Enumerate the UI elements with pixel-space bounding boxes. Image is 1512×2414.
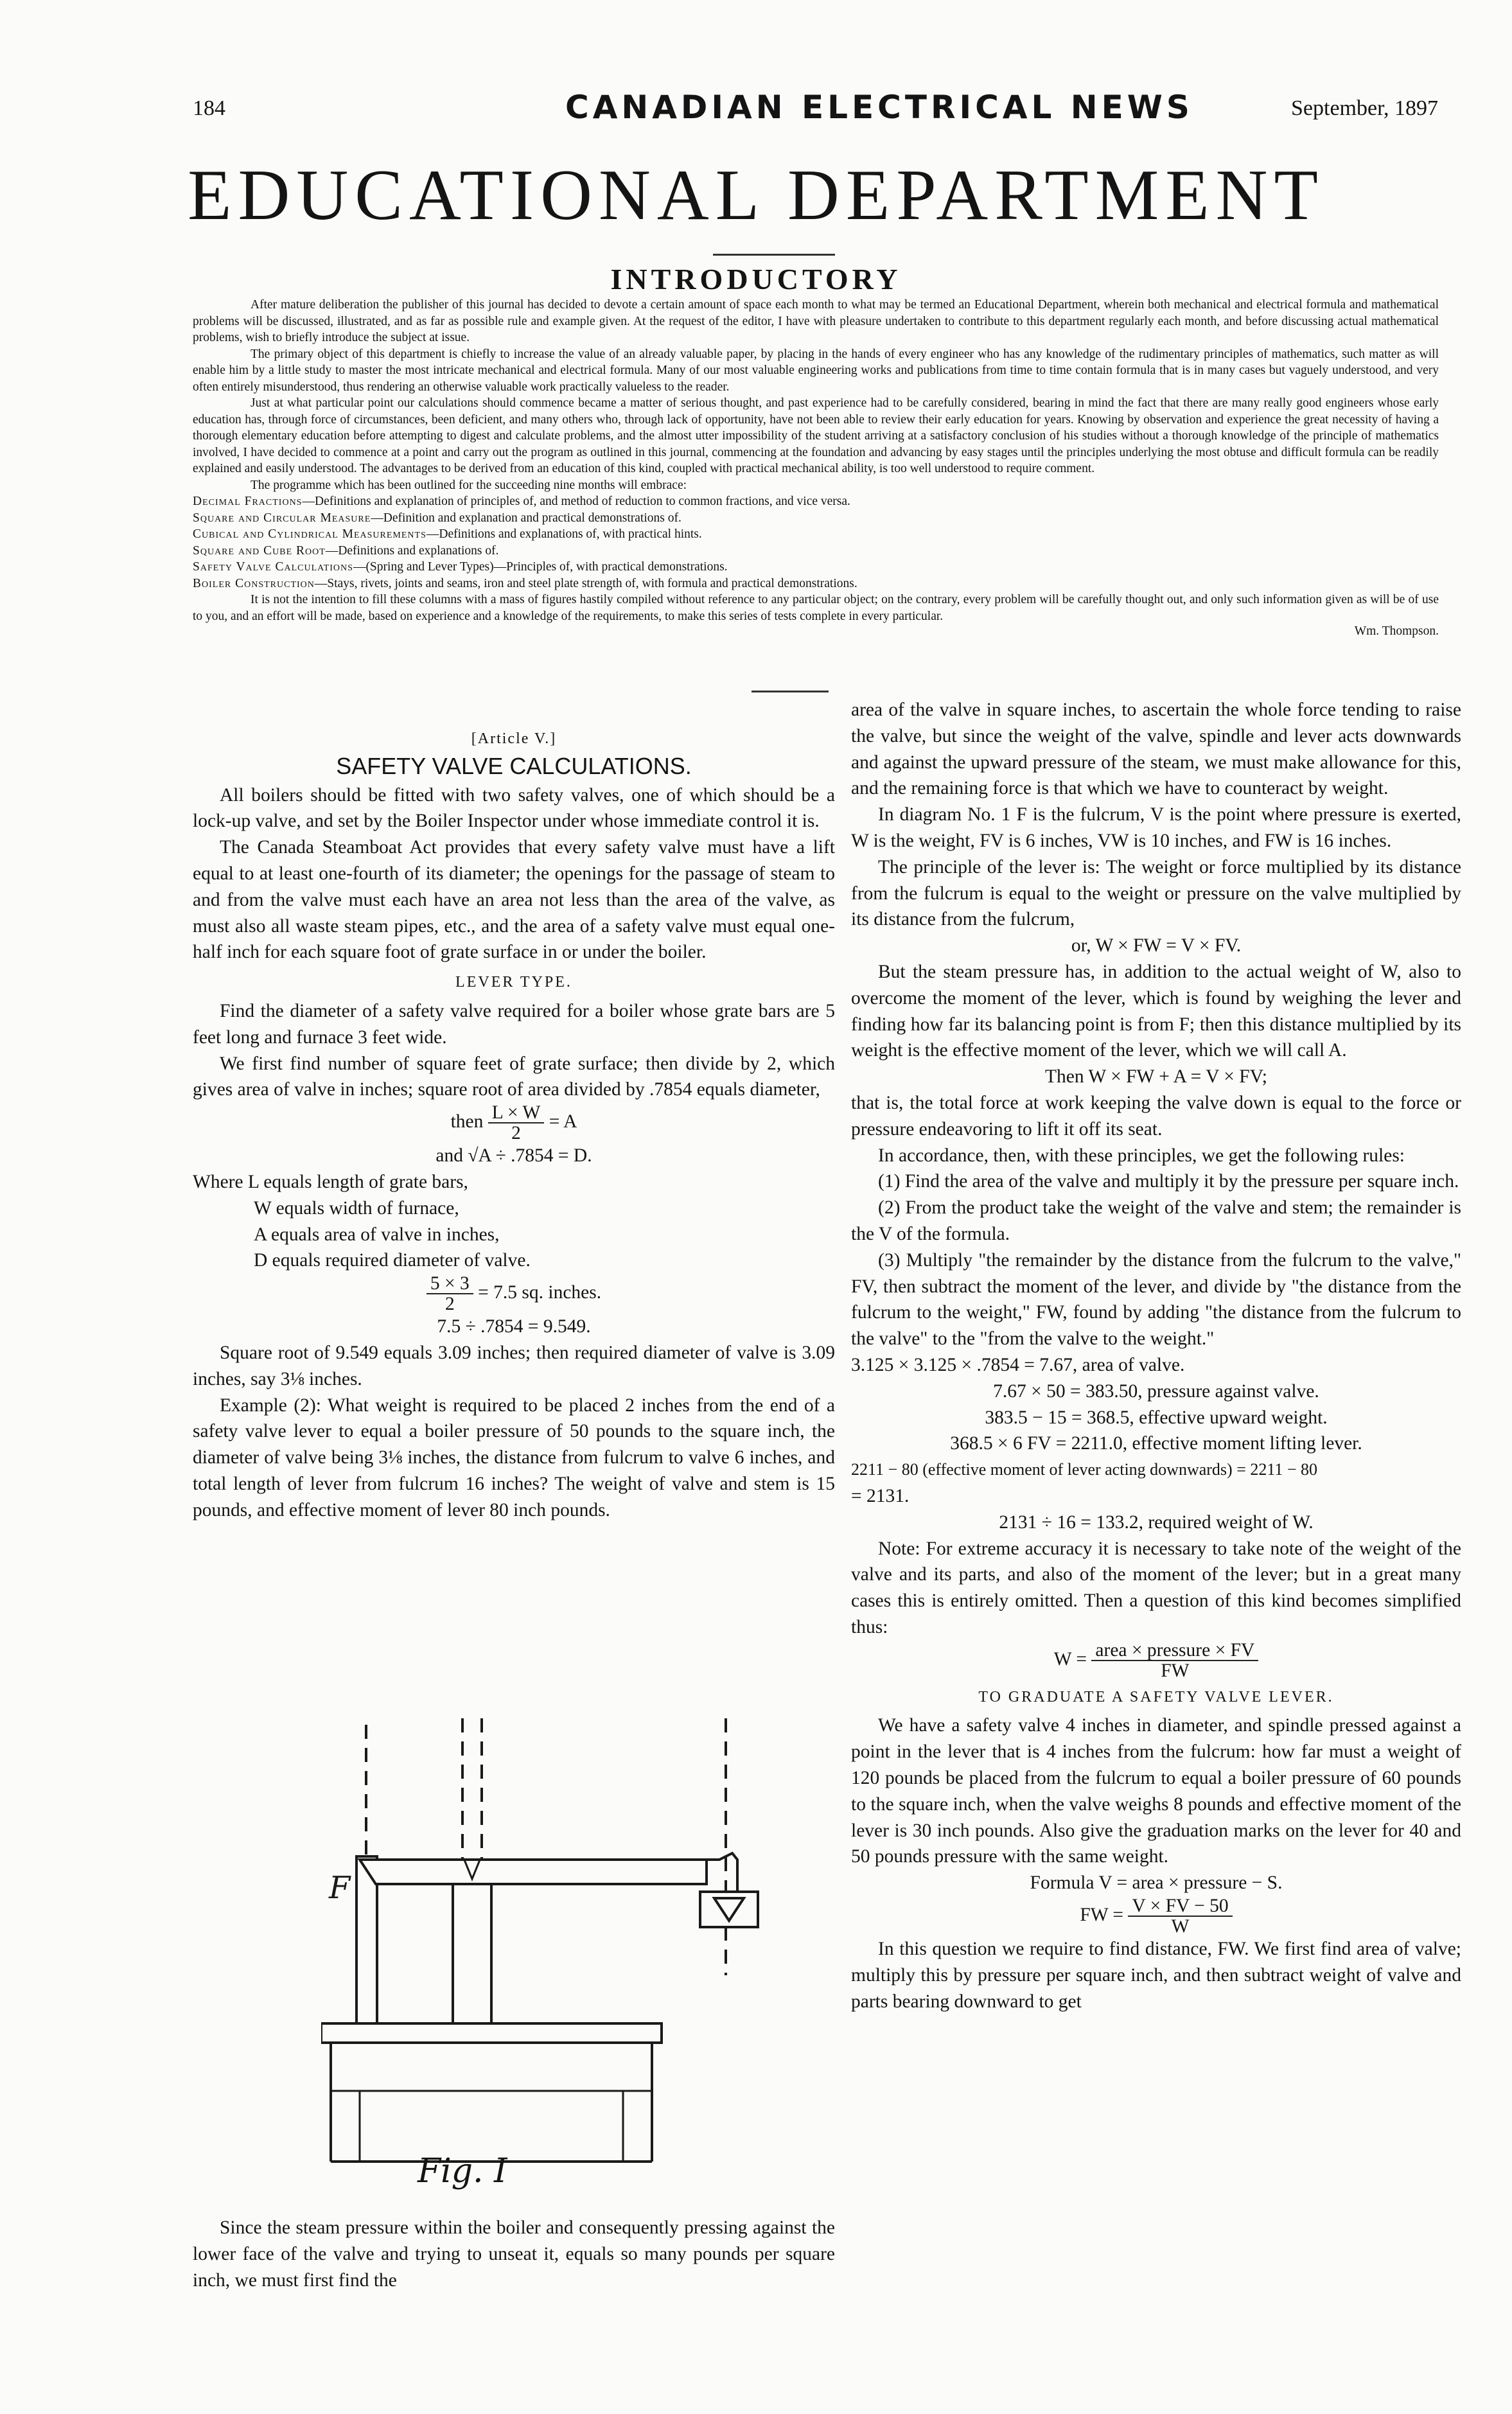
programme-topic: Safety Valve Calculations—(Spring and Lever Types)—Principles of, with practical demonstrations.	[193, 560, 728, 574]
article-number: [Article V.]	[471, 730, 557, 747]
programme-topic: Cubical and Cylindrical Measurements—Definitions and explanations of, with practical hints.	[193, 527, 702, 541]
lever-equation: or, W × FW = V × FV.	[1071, 935, 1242, 956]
intro-paragraph: After mature deliberation the publisher of this journal has decided to devote a certain amount of space each month to what may be termed an Educational Department, wherein both mechanical and electrical formula and mathematical problems will be discussed, illustrated, and as far as possible rule and example given. At the request of the editor, I have with pleasure undertaken to contribute to this department regularly each month, and before discussing actual mathematical problems, wish to briefly introduce the subject at issue.	[193, 298, 1439, 344]
article-paragraph: We first find number of square feet of grate surface; then divide by 2, which gives area of valve in inches; square root of area divided by .7854 equals diameter,	[193, 1053, 835, 1100]
article-paragraph: Example (2): What weight is required to be placed 2 inches from the end of a safety valve lever to equal a boiler pressure of 50 pounds to the square inch, the diameter of valve being 3⅛ inches, the distance from fulcrum to valve 6 inches, and total length of lever from fulcrum 16 inches? The weight of valve and stem is 15 pounds, and effective moment of lever 80 inch pounds.	[193, 1395, 835, 1520]
article-paragraph: In this question we require to find distance, FW. We first find area of valve; multiply this by pressure per square inch, and then subtract weight of valve and parts bearing downward to get	[851, 1939, 1461, 2012]
programme-topic: Decimal Fractions—Definitions and explanation of principles of, and method of reduction to common fractions, and vice versa.	[193, 495, 850, 508]
graduate-heading: TO GRADUATE A SAFETY VALVE LEVER.	[978, 1688, 1334, 1705]
calc-line: 3.125 × 3.125 × .7854 = 7.67, area of valve.	[851, 1354, 1185, 1375]
calc-line: 7.67 × 50 = 383.50, pressure against valve.	[993, 1380, 1319, 1402]
article-title: SAFETY VALVE CALCULATIONS.	[336, 752, 692, 779]
article-paragraph: that is, the total force at work keeping the valve down is equal to the force or pressure endeavoring to lift it off its seat.	[851, 1092, 1461, 1140]
formula-v: Formula V = area × pressure − S.	[1030, 1872, 1283, 1894]
lever-type-heading: LEVER TYPE.	[455, 974, 572, 991]
rule-item: (2) From the product take the weight of the valve and stem; the remainder is the V of the formula.	[851, 1197, 1461, 1244]
intro-closing: It is not the intention to fill these columns with a mass of figures hastily compiled without reference to any particular object; on the contrary, every problem will be carefully thought out, and only such information given as will be of use to you, and an effort will be made, based on experience and a knowledge of the requirements, to make this series of tests complete in every particular.	[193, 593, 1439, 623]
where-line: Where L equals length of grate bars,	[193, 1171, 468, 1192]
page-number: 184	[193, 96, 225, 120]
where-line: A equals area of valve in inches,	[254, 1224, 500, 1245]
calc-division: 7.5 ÷ .7854 = 9.549.	[437, 1316, 591, 1337]
rule-item: (3) Multiply "the remainder by the distance from the fulcrum to the valve," FV, then subtract the moment of the lever, and divide by "the distance from the fulcrum to the weight," FW, found by adding "the distance from the fulcrum to the valve" to the "from the valve to the weight."	[851, 1249, 1461, 1350]
article-paragraph: area of the valve in square inches, to ascertain the whole force tending to raise the valve, but since the weight of the valve, spindle and lever acts downwards and against the upward pressure of the steam, we must make allowance for this, and the remaining force is that which we have to counteract by weight.	[851, 700, 1461, 799]
calc-line: = 2131.	[851, 1485, 910, 1506]
intro-title: INTRODUCTORY	[610, 263, 902, 295]
calc-line: 2211 − 80 (effective moment of lever acting downwards) = 2211 − 80	[851, 1460, 1318, 1479]
publication-title: CANADIAN ELECTRICAL NEWS	[565, 89, 1193, 126]
programme-topic: Boiler Construction—Stays, rivets, joints and seams, iron and steel plate strength of, with formula and practical demonstrations.	[193, 576, 857, 590]
intro-paragraph: The primary object of this department is chiefly to increase the value of an already valuable paper, by placing in the hands of every engineer who has any knowledge of the rudimentary principles of mathematics, such matter as will enable him by a little study to master the most intricate mechanical and electrical formula. Many of our most valuable engineering works and publications from time to time contain formula that is in many cases but vaguely understood, and very often entirely misunderstood, thus rendering an otherwise valuable work practically valueless to the reader.	[193, 347, 1439, 394]
article-paragraph: All boilers should be fitted with two safety valves, one of which should be a lock-up valve, and set by the Boiler Inspector under whose immediate control it is.	[193, 784, 835, 832]
left-column	[193, 700, 835, 1524]
figure-caption: Fig. I	[418, 2152, 507, 2190]
article-paragraph: Find the diameter of a safety valve required for a boiler whose grate bars are 5 feet long and furnace 3 feet wide.	[193, 1000, 835, 1048]
article-paragraph: In diagram No. 1 F is the fulcrum, V is the point where pressure is exerted, W is the weight, FV is 6 inches, VW is 10 inches, and FW is 16 inches.	[851, 804, 1461, 851]
left-column-bottom	[193, 2215, 835, 2293]
calc-line: 368.5 × 6 FV = 2211.0, effective moment lifting lever.	[950, 1433, 1362, 1454]
intro-paragraph: The programme which has been outlined for the succeeding nine months will embrace:	[251, 478, 687, 492]
programme-topic: Square and Circular Measure—Definition and explanation and practical demonstrations of.	[193, 511, 681, 525]
note-paragraph: Note: For extreme accuracy it is necessary to take note of the weight of the valve and its parts, and also of the moment of the lever; but in a great many cases this is entirely omitted. Then a question of this kind becomes simplified thus:	[851, 1538, 1461, 1637]
simplified-formula: W = $\frac{\text{area × pressure × FV}}{FW}$	[851, 1641, 1461, 1680]
formula-fw: FW = $\frac{V \times FV - 50}{W}$	[851, 1896, 1461, 1936]
rule-item: (1) Find the area of the valve and multiply it by the pressure per square inch.	[878, 1171, 1459, 1192]
where-line: W equals width of furnace,	[254, 1197, 459, 1219]
calc-line: 2131 ÷ 16 = 133.2, required weight of W.	[999, 1511, 1314, 1533]
right-column	[851, 697, 1461, 2014]
article-paragraph: We have a safety valve 4 inches in diameter, and spindle pressed against a point in the lever that is 4 inches from the fulcrum: how far must a weight of 120 pounds be placed from the fulcrum to equal a boiler pressure of 60 pounds to the square inch, when the valve weighs 8 pounds and effective moment of the lever is 30 inch pounds. Also give the graduation marks on the lever for 40 and 50 pounds pressure with the same weight.	[851, 1715, 1461, 1867]
formula-diameter: and √A ÷ .7854 = D.	[435, 1145, 592, 1167]
article-paragraph: The principle of the lever is: The weight or force multiplied by its distance from the fulcrum is equal to the weight or pressure on the valve multiplied by its distance from the fulcrum,	[851, 856, 1461, 930]
programme-topic: Square and Cube Root—Definitions and explanations of.	[193, 543, 499, 558]
intro-paragraph: Just at what particular point our calculations should commence became a matter of serious thought, and past experience had to be carefully considered, bearing in mind the fact that there are many really good engineers whose early education has, through force of circumstances, been deficient, and many others who, through lack of opportunity, have not been able to review their early education for years. Knowing by observation and experience the great necessity of having a thorough elementary education before attempting to digest and calculate problems, and the almost utter impossibility of the student arriving at a satisfactory conclusion of his studies without a thorough knowledge of the principle of mathematics involved, I have decided to commence at a point and carry out the program as outlined in this journal, commencing at the foundation and advancing by easy stages until the principles underlying the most obtuse and difficult formula can be readily explained and easily understood. The advantages to be derived from an education of this kind, coupled with practical mechanical ability, is too well understood to require comment.	[193, 396, 1439, 475]
department-title: EDUCATIONAL DEPARTMENT	[188, 155, 1324, 235]
lever-equation: Then W × FW + A = V × FV;	[1044, 1066, 1268, 1088]
article-paragraph: Square root of 9.549 equals 3.09 inches; then required diameter of valve is 3.09 inches, say 3⅛ inches.	[193, 1342, 835, 1389]
intro-section	[193, 297, 1439, 640]
author-signature: Wm. Thompson.	[1354, 624, 1439, 638]
title-divider	[713, 254, 835, 256]
article-paragraph: The Canada Steamboat Act provides that every safety valve must have a lift equal to at least one-fourth of its diameter; the openings for the passage of steam to and from the valve must each have an area not less than the area of the valve, as must also all waste steam pipes, etc., and the area of a safety valve must equal one-half inch for each square foot of grate surface in or under the boiler.	[193, 837, 835, 963]
calc-line: 383.5 − 15 = 368.5, effective upward weight.	[985, 1407, 1328, 1428]
article-paragraph: But the steam pressure has, in addition to the actual weight of W, also to overcome the moment of the lever, which is found by weighing the lever and finding how far its balancing point is from F; then this distance multiplied by its weight is the effective moment of the lever, which we will call A.	[851, 961, 1461, 1061]
where-line: D equals required diameter of valve.	[254, 1250, 531, 1271]
article-paragraph: In accordance, then, with these principles, we get the following rules:	[878, 1145, 1405, 1166]
article-paragraph: Since the steam pressure within the boiler and consequently pressing against the lower face of the valve and trying to unseat it, equals so many pounds per square inch, we must first find the	[193, 2217, 835, 2291]
formula-area: then $\frac{L \times W}{2}$ = A	[450, 1102, 577, 1144]
safety-valve-diagram	[321, 1705, 874, 2232]
issue-date: September, 1897	[1291, 96, 1439, 120]
fulcrum-label: F	[329, 1870, 351, 1906]
calc-area: $\frac{5 \times 3}{2}$ = 7.5 sq. inches.	[193, 1274, 835, 1314]
section-divider	[752, 691, 829, 692]
